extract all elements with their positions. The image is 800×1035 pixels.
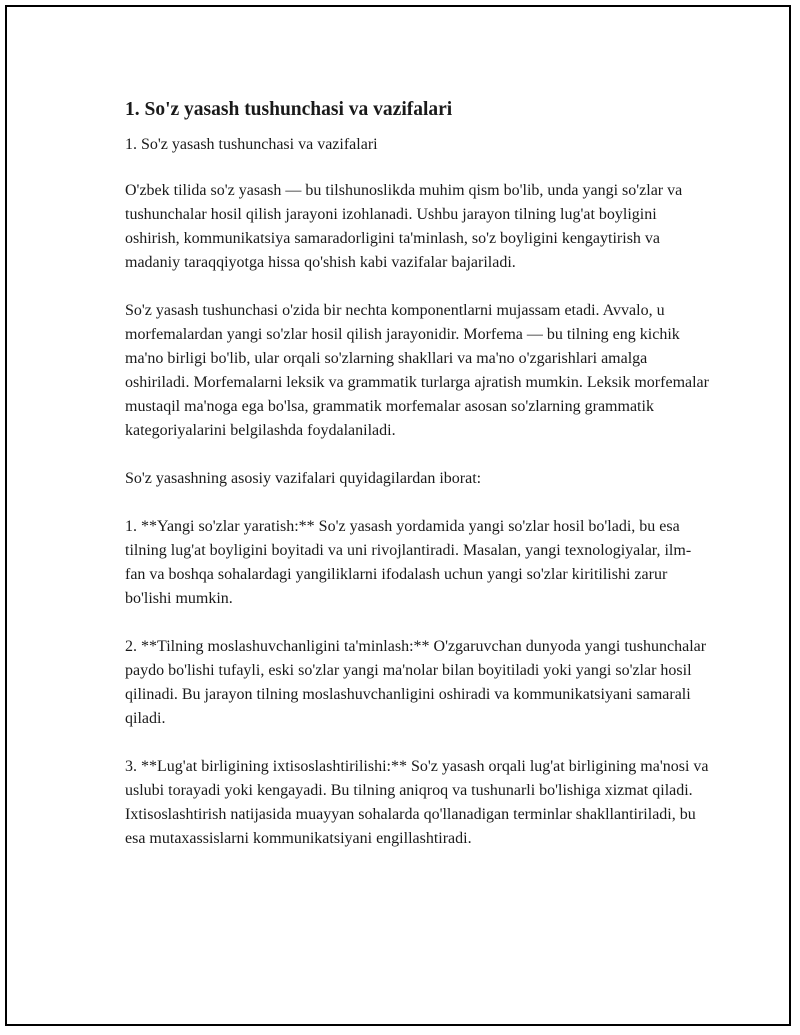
document-body xyxy=(120,97,710,875)
page-frame xyxy=(5,5,791,1026)
document-title: 1. So'z yasash tushunchasi va vazifalari xyxy=(125,99,453,120)
paragraph-function-2: 2. **Tilning moslashuvchanligini ta'minlash:** O'zgaruvchan dunyoda yangi tushunchalar paydo bo'lishi tufayli, eski so'zlar yangi ma'nolar bilan boyitiladi yoki yangi so'zlar hosil qilinadi. Bu jarayon tilning moslashuvchanligini oshiradi va kommunikatsiyani samarali qiladi. xyxy=(125,638,707,727)
paragraph-intro: O'zbek tilida so'z yasash — bu tilshunoslikda muhim qism bo'lib, unda yangi so'zlar va tushunchalar hosil qilish jarayoni izohlanadi. Ushbu jarayon tilning lug'at boyligini oshirish, kommunikatsiya samaradorligini ta'minlash, so'z boyligini kengaytirish va madaniy taraqqiyotga hissa qo'shish kabi vazifalar bajariladi. xyxy=(125,182,683,271)
document-subtitle: 1. So'z yasash tushunchasi va vazifalari xyxy=(125,136,378,153)
paragraph-function-3: 3. **Lug'at birligining ixtisoslashtirilishi:** So'z yasash orqali lug'at birligining ma'nosi va uslubi torayadi yoki kengayadi. Bu tilning aniqroq va tushunarli bo'lishiga xizmat qiladi. Ixtisoslashtirish natijasida muayyan sohalarda qo'llanadigan terminlar shakllantiriladi, bu esa mutaxassislarni kommunikatsiyani engillashtiradi. xyxy=(125,758,709,847)
paragraph-function-1: 1. **Yangi so'zlar yaratish:** So'z yasash yordamida yangi so'zlar hosil bo'ladi, bu esa tilning lug'at boyligini boyitadi va uni rivojlantiradi. Masalan, yangi texnologiyalar, ilm-fan va boshqa sohalardagi yangiliklarni ifodalash uchun yangi so'zlar kiritilishi zarur bo'lishi mumkin. xyxy=(125,518,692,607)
paragraph-functions-heading: So'z yasashning asosiy vazifalari quyidagilardan iborat: xyxy=(125,470,482,487)
paragraph-concept: So'z yasash tushunchasi o'zida bir nechta komponentlarni mujassam etadi. Avvalo, u morfemalardan yangi so'zlar hosil qilish jarayonidir. Morfema — bu tilning eng kichik ma'no birligi bo'lib, ular orqali so'zlarning shakllari va ma'no o'zgarishlari amalga oshiriladi. Morfemalarni leksik va grammatik turlarga ajratish mumkin. Leksik morfemalar mustaqil ma'noga ega bo'lsa, grammatik morfemalar asosan so'zlarning grammatik kategoriyalarini belgilashda foydalaniladi. xyxy=(125,302,709,439)
